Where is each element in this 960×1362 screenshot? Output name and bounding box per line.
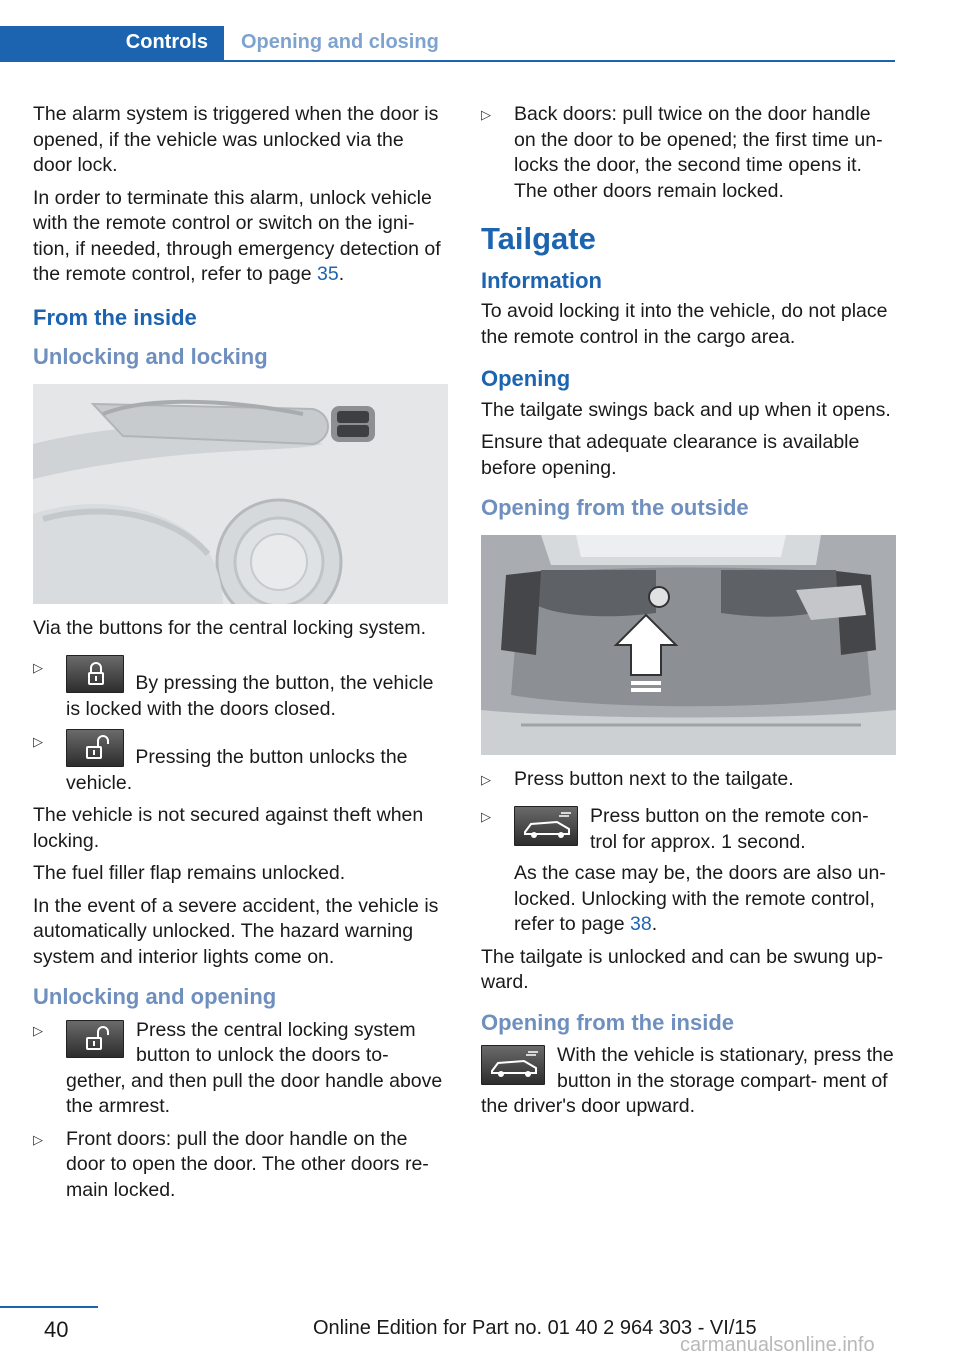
watermark: carmanualsonline.info — [680, 1334, 875, 1356]
list-item-text: Back doors: pull twice on the door handle on the door to be opened; the first time un‐ locks the door, the second time opens it. The other doors remain locked. — [514, 103, 883, 202]
list-item-text: Press button on the remote con‐ trol for approx. 1 second. — [590, 805, 869, 853]
list-item — [33, 1018, 448, 1120]
list-item-text: Press the central locking system button to unlock the doors to‐ gether, and then pull the door handle above the armrest. — [66, 1018, 443, 1117]
tailgate-open-list — [481, 767, 896, 938]
paragraph-text: . — [338, 263, 345, 285]
tailgate-illustration — [481, 535, 896, 755]
list-item — [481, 804, 896, 938]
right-column — [481, 102, 896, 1127]
heading-opening: Opening — [481, 366, 571, 391]
footer-rule — [0, 1306, 98, 1308]
paragraph: The fuel filler flap remains unlocked. — [33, 862, 346, 884]
paragraph-text: In order to terminate this alarm, unlock vehicle with the remote control or switch on the igni‐ tion, if needed, through emergency detection of the remote control, refer to page — [33, 186, 441, 285]
heading-opening-outside: Opening from the outside — [481, 495, 749, 520]
list-item — [481, 767, 896, 793]
list-item-subparagraph — [514, 861, 896, 938]
car-tailgate-icon — [514, 806, 578, 846]
heading-from-inside: From the inside — [33, 304, 197, 330]
page-number: 40 — [44, 1317, 69, 1342]
paragraph — [481, 1043, 896, 1120]
paragraph: The tailgate swings back and up when it opens. — [481, 398, 891, 421]
unlock-icon — [66, 729, 124, 767]
unlock-open-list — [33, 1018, 448, 1204]
heading-opening-inside: Opening from the inside — [481, 1009, 735, 1035]
list-item-text: Press button next to the tailgate. — [514, 767, 794, 790]
page-link[interactable]: 38 — [630, 913, 652, 935]
list-item — [33, 1127, 448, 1204]
paragraph: The vehicle is not secured against theft when locking. — [33, 804, 424, 852]
list-item — [33, 655, 448, 722]
unlock-icon — [66, 1020, 124, 1058]
heading-unlocking-opening: Unlocking and opening — [33, 984, 277, 1009]
header-tab-controls: Controls — [0, 26, 224, 60]
figure-caption: Via the buttons for the central locking system. — [33, 616, 427, 639]
list-item-text: By pressing the button, the vehicle is locked with the doors closed. — [66, 672, 434, 720]
paragraph: The alarm system is triggered when the door is opened, if the vehicle was unlocked via the door lock. — [33, 103, 439, 176]
door-panel-illustration — [33, 384, 448, 604]
page-header — [0, 26, 895, 62]
paragraph-text: With the vehicle is stationary, press the button in the storage compart‐ ment of the driver's door upward. — [481, 1044, 894, 1117]
paragraph: Ensure that adequate clearance is available before opening. — [481, 431, 860, 479]
list-item — [33, 729, 448, 796]
back-doors-list — [481, 102, 896, 204]
heading-unlocking-locking: Unlocking and locking — [33, 344, 268, 369]
paragraph: The tailgate is unlocked and can be swung up‐ ward. — [481, 945, 884, 993]
header-rule — [0, 60, 895, 62]
locking-buttons-list — [33, 655, 448, 796]
paragraph: To avoid locking it into the vehicle, do not place the remote control in the cargo area. — [481, 300, 888, 348]
heading-information: Information — [481, 267, 602, 293]
left-column — [33, 102, 448, 1210]
page-link[interactable]: 35 — [317, 263, 339, 285]
paragraph-text: As the case may be, the doors are also un‐ locked. Unlocking with the remote control, refer to page — [514, 862, 886, 935]
edition-text: Online Edition for Part no. 01 40 2 964 303 - VI/15 — [313, 1317, 757, 1339]
list-item — [481, 102, 896, 204]
paragraph: In the event of a severe accident, the vehicle is automatically unlocked. The hazard warning system and interior lights come on. — [33, 894, 439, 968]
lock-icon — [66, 655, 124, 693]
heading-tailgate: Tailgate — [481, 221, 596, 256]
paragraph-text: . — [651, 913, 658, 935]
list-item-text: Front doors: pull the door handle on the door to open the door. The other doors re‐ main locked. — [66, 1127, 429, 1201]
paragraph — [33, 186, 448, 288]
list-item-text: Pressing the button unlocks the vehicle. — [66, 746, 408, 794]
header-tab-opening-closing: Opening and closing — [241, 31, 439, 53]
car-tailgate-icon — [481, 1045, 545, 1085]
